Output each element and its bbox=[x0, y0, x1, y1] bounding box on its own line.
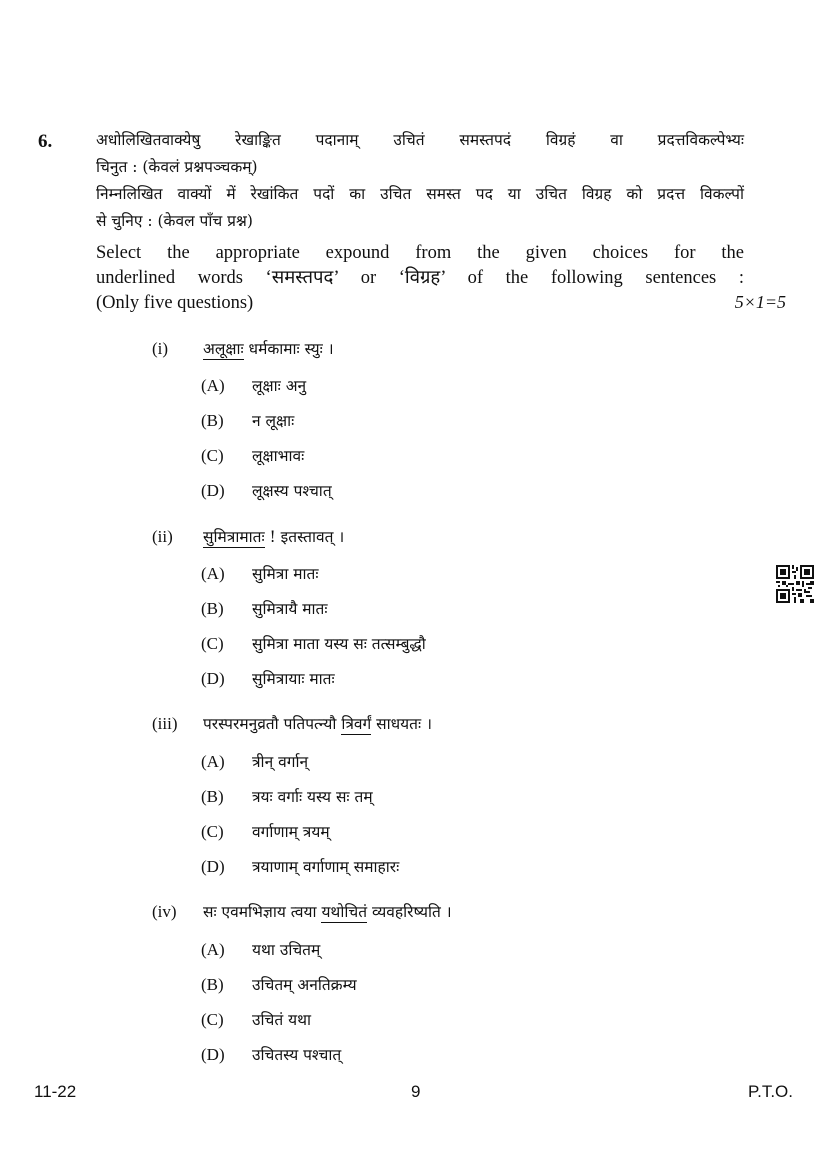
english-instruction-line-2: underlined words ‘समस्तपद’ or ‘विग्रह’ of the following sentences : bbox=[96, 268, 744, 288]
stem-rest: व्यवहरिष्यति । bbox=[367, 903, 452, 921]
option-iii-d bbox=[0, 855, 827, 879]
option-text: यथा उचितम् bbox=[252, 941, 321, 959]
sub-question-iii bbox=[0, 712, 827, 736]
option-letter: (D) bbox=[201, 669, 225, 688]
option-text: वर्गाणाम् त्रयम् bbox=[252, 823, 330, 841]
stem-before: सः एवमभिज्ञाय त्वया bbox=[203, 903, 322, 921]
option-iv-c bbox=[0, 1008, 827, 1032]
option-letter: (C) bbox=[201, 822, 224, 841]
option-letter: (B) bbox=[201, 599, 224, 618]
sanskrit-instruction-line-2: चिनुत : (केवलं प्रश्नपञ्चकम्) bbox=[96, 158, 258, 176]
option-iii-a bbox=[0, 750, 827, 774]
underlined-word: अलूक्षाः bbox=[203, 340, 244, 358]
sub-question-number: (ii) bbox=[152, 527, 173, 546]
option-i-b bbox=[0, 409, 827, 433]
option-iii-c bbox=[0, 820, 827, 844]
option-text: त्रीन् वर्गान् bbox=[252, 753, 309, 771]
option-letter: (C) bbox=[201, 634, 224, 653]
footer-paper-code: 11-22 bbox=[34, 1082, 77, 1101]
sub-question-i bbox=[0, 337, 827, 361]
marks-allocation: 5×1=5 bbox=[734, 292, 786, 312]
option-letter: (C) bbox=[201, 1010, 224, 1029]
option-ii-b bbox=[0, 597, 827, 621]
underlined-word: सुमित्रामातः bbox=[203, 528, 265, 546]
option-letter: (A) bbox=[201, 564, 225, 583]
option-i-c bbox=[0, 444, 827, 468]
stem-rest: धर्मकामाः स्युः । bbox=[243, 340, 334, 358]
sub-question-stem bbox=[203, 900, 452, 924]
option-text: उचितं यथा bbox=[252, 1011, 312, 1029]
footer-pto: P.T.O. bbox=[747, 1082, 793, 1101]
sanskrit-instruction-line-1: अधोलिखितवाक्येषु रेखाङ्कित पदानाम् उचितं समस्तपदं विग्रहं वा प्रदत्तविकल्पेभ्यः bbox=[96, 131, 744, 149]
sub-question-number: (i) bbox=[152, 339, 169, 358]
option-text: सुमित्रायै मातः bbox=[252, 600, 328, 618]
option-ii-c bbox=[0, 632, 827, 656]
sub-question-ii bbox=[0, 525, 827, 549]
option-text: न लूक्षाः bbox=[252, 412, 295, 430]
sub-question-iv bbox=[0, 900, 827, 924]
option-text: लूक्षाः अनु bbox=[252, 377, 307, 395]
option-letter: (D) bbox=[201, 481, 225, 500]
option-letter: (B) bbox=[201, 411, 224, 430]
sub-question-stem bbox=[203, 525, 344, 549]
option-letter: (A) bbox=[201, 376, 225, 395]
underlined-word: त्रिवर्गं bbox=[341, 715, 372, 733]
option-iii-b bbox=[0, 785, 827, 809]
option-ii-a bbox=[0, 562, 827, 586]
option-text: त्रयाणाम् वर्गाणाम् समाहारः bbox=[252, 858, 400, 876]
option-text: लूक्षस्य पश्चात् bbox=[252, 482, 332, 500]
option-text: लूक्षाभावः bbox=[252, 447, 305, 465]
underlined-word: यथोचितं bbox=[321, 903, 368, 921]
option-text: उचितस्य पश्चात् bbox=[252, 1046, 342, 1064]
option-letter: (B) bbox=[201, 975, 224, 994]
option-letter: (A) bbox=[201, 940, 225, 959]
english-instruction-line-3: (Only five questions) bbox=[96, 293, 254, 313]
qr-code-icon bbox=[776, 565, 814, 603]
stem-rest: साधयतः । bbox=[371, 715, 432, 733]
stem-before: परस्परमनुव्रतौ पतिपत्न्यौ bbox=[203, 715, 342, 733]
option-letter: (B) bbox=[201, 787, 224, 806]
option-iv-a bbox=[0, 938, 827, 962]
english-instruction-line-1: Select the appropriate expound from the given choices for the bbox=[96, 243, 744, 263]
option-i-a bbox=[0, 374, 827, 398]
option-iv-d bbox=[0, 1043, 827, 1067]
question-number: 6. bbox=[38, 131, 53, 152]
hindi-instruction-line-1: निम्नलिखित वाक्यों में रेखांकित पदों का उचित समस्त पद या उचित विग्रह को प्रदत्त विकल्पों bbox=[96, 185, 744, 203]
footer-page-number: 9 bbox=[411, 1082, 421, 1101]
option-text: सुमित्रा माता यस्य सः तत्सम्बुद्धौ bbox=[252, 635, 426, 653]
option-letter: (C) bbox=[201, 446, 224, 465]
sub-question-stem bbox=[203, 337, 334, 361]
sub-question-number: (iv) bbox=[152, 902, 177, 921]
option-text: त्रयः वर्गाः यस्य सः तम् bbox=[252, 788, 373, 806]
option-ii-d bbox=[0, 667, 827, 691]
option-letter: (A) bbox=[201, 752, 225, 771]
option-letter: (D) bbox=[201, 1045, 225, 1064]
hindi-instruction-line-2: से चुनिए : (केवल पाँच प्रश्न) bbox=[96, 212, 253, 230]
option-i-d bbox=[0, 479, 827, 503]
option-letter: (D) bbox=[201, 857, 225, 876]
sub-question-stem bbox=[203, 712, 432, 736]
option-text: उचितम् अनतिक्रम्य bbox=[252, 976, 357, 994]
stem-rest: ! इतस्तावत् । bbox=[264, 528, 345, 546]
option-text: सुमित्रा मातः bbox=[252, 565, 319, 583]
option-text: सुमित्रायाः मातः bbox=[252, 670, 335, 688]
option-iv-b bbox=[0, 973, 827, 997]
sub-question-number: (iii) bbox=[152, 714, 178, 733]
